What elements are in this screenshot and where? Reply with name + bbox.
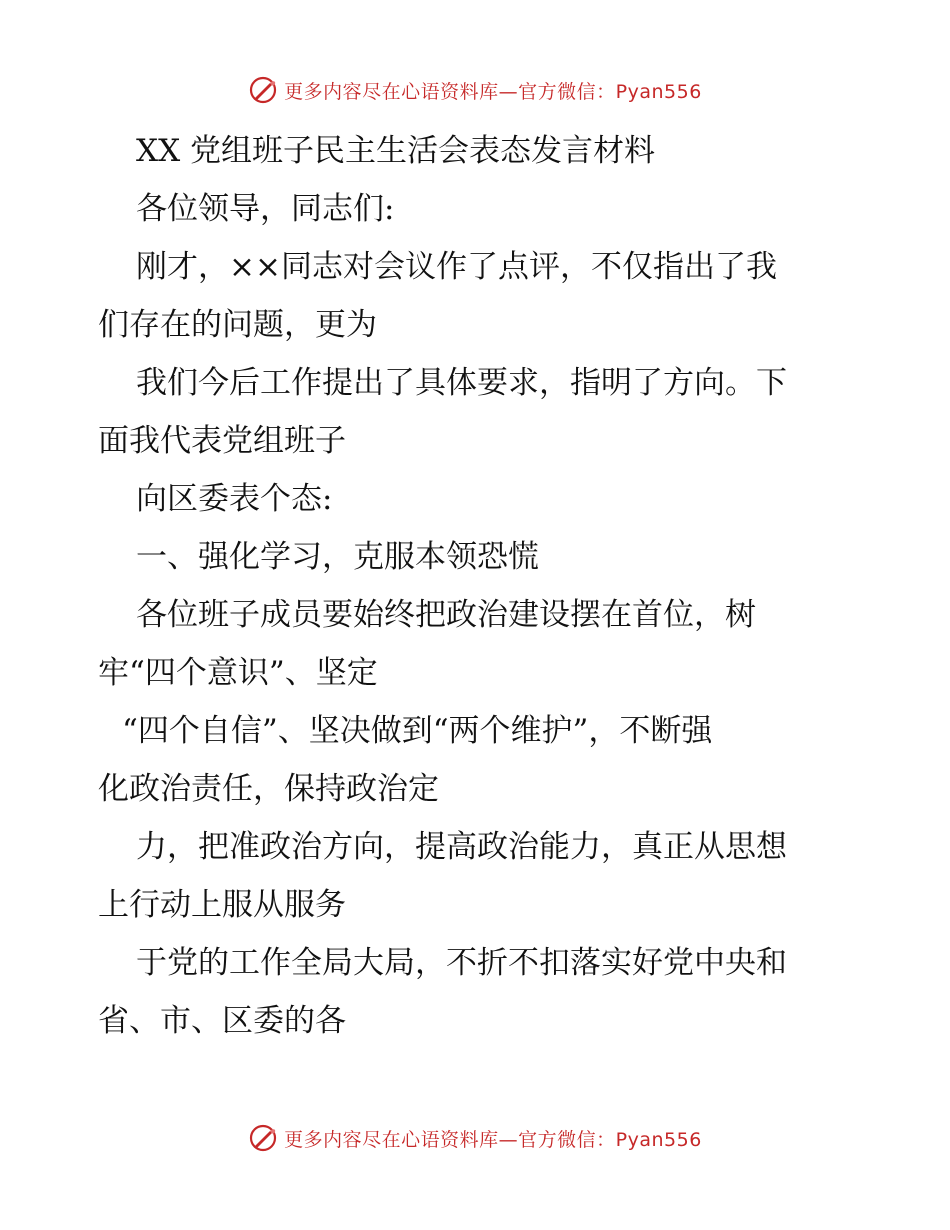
paragraph-line: 上行动上服从服务 xyxy=(98,887,346,923)
paragraph-line: 刚才，××同志对会议作了点评，不仅指出了我 xyxy=(136,249,777,285)
paragraph-line: 向区委表个态: xyxy=(136,481,333,517)
document-title: XX 党组班子民主生活会表态发言材料 xyxy=(136,133,655,169)
salutation: 各位领导，同志们: xyxy=(136,191,395,227)
paragraph-line: 于党的工作全局大局，不折不扣落实好党中央和 xyxy=(136,945,787,981)
paragraph-line: 们存在的问题，更为 xyxy=(98,307,377,343)
paragraph-line: 各位班子成员要始终把政治建设摆在首位，树 xyxy=(136,597,756,633)
quill-pen-icon xyxy=(248,1123,278,1153)
header-banner xyxy=(0,70,950,110)
paragraph-line: 力，把准政治方向，提高政治能力，真正从思想 xyxy=(136,829,787,865)
quill-pen-icon xyxy=(248,75,278,105)
header-banner-text: 更多内容尽在心语资料库—官方微信：Pyan556 xyxy=(284,80,702,103)
paragraph-line: 我们今后工作提出了具体要求，指明了方向。下 xyxy=(136,365,787,401)
paragraph-line: 省、市、区委的各 xyxy=(98,1003,346,1039)
paragraph-line: 面我代表党组班子 xyxy=(98,423,346,459)
section-heading: 一、强化学习，克服本领恐慌 xyxy=(136,539,539,575)
paragraph-line: 牢“四个意识”、坚定 xyxy=(98,655,378,691)
paragraph-line: “四个自信”、坚决做到“两个维护”，不断强 xyxy=(122,713,713,749)
footer-banner xyxy=(0,1118,950,1158)
document-body xyxy=(98,122,858,1050)
header-banner-content xyxy=(248,75,702,105)
footer-banner-content xyxy=(248,1123,702,1153)
paragraph-line: 化政治责任，保持政治定 xyxy=(98,771,439,807)
footer-banner-text: 更多内容尽在心语资料库—官方微信：Pyan556 xyxy=(284,1128,702,1151)
